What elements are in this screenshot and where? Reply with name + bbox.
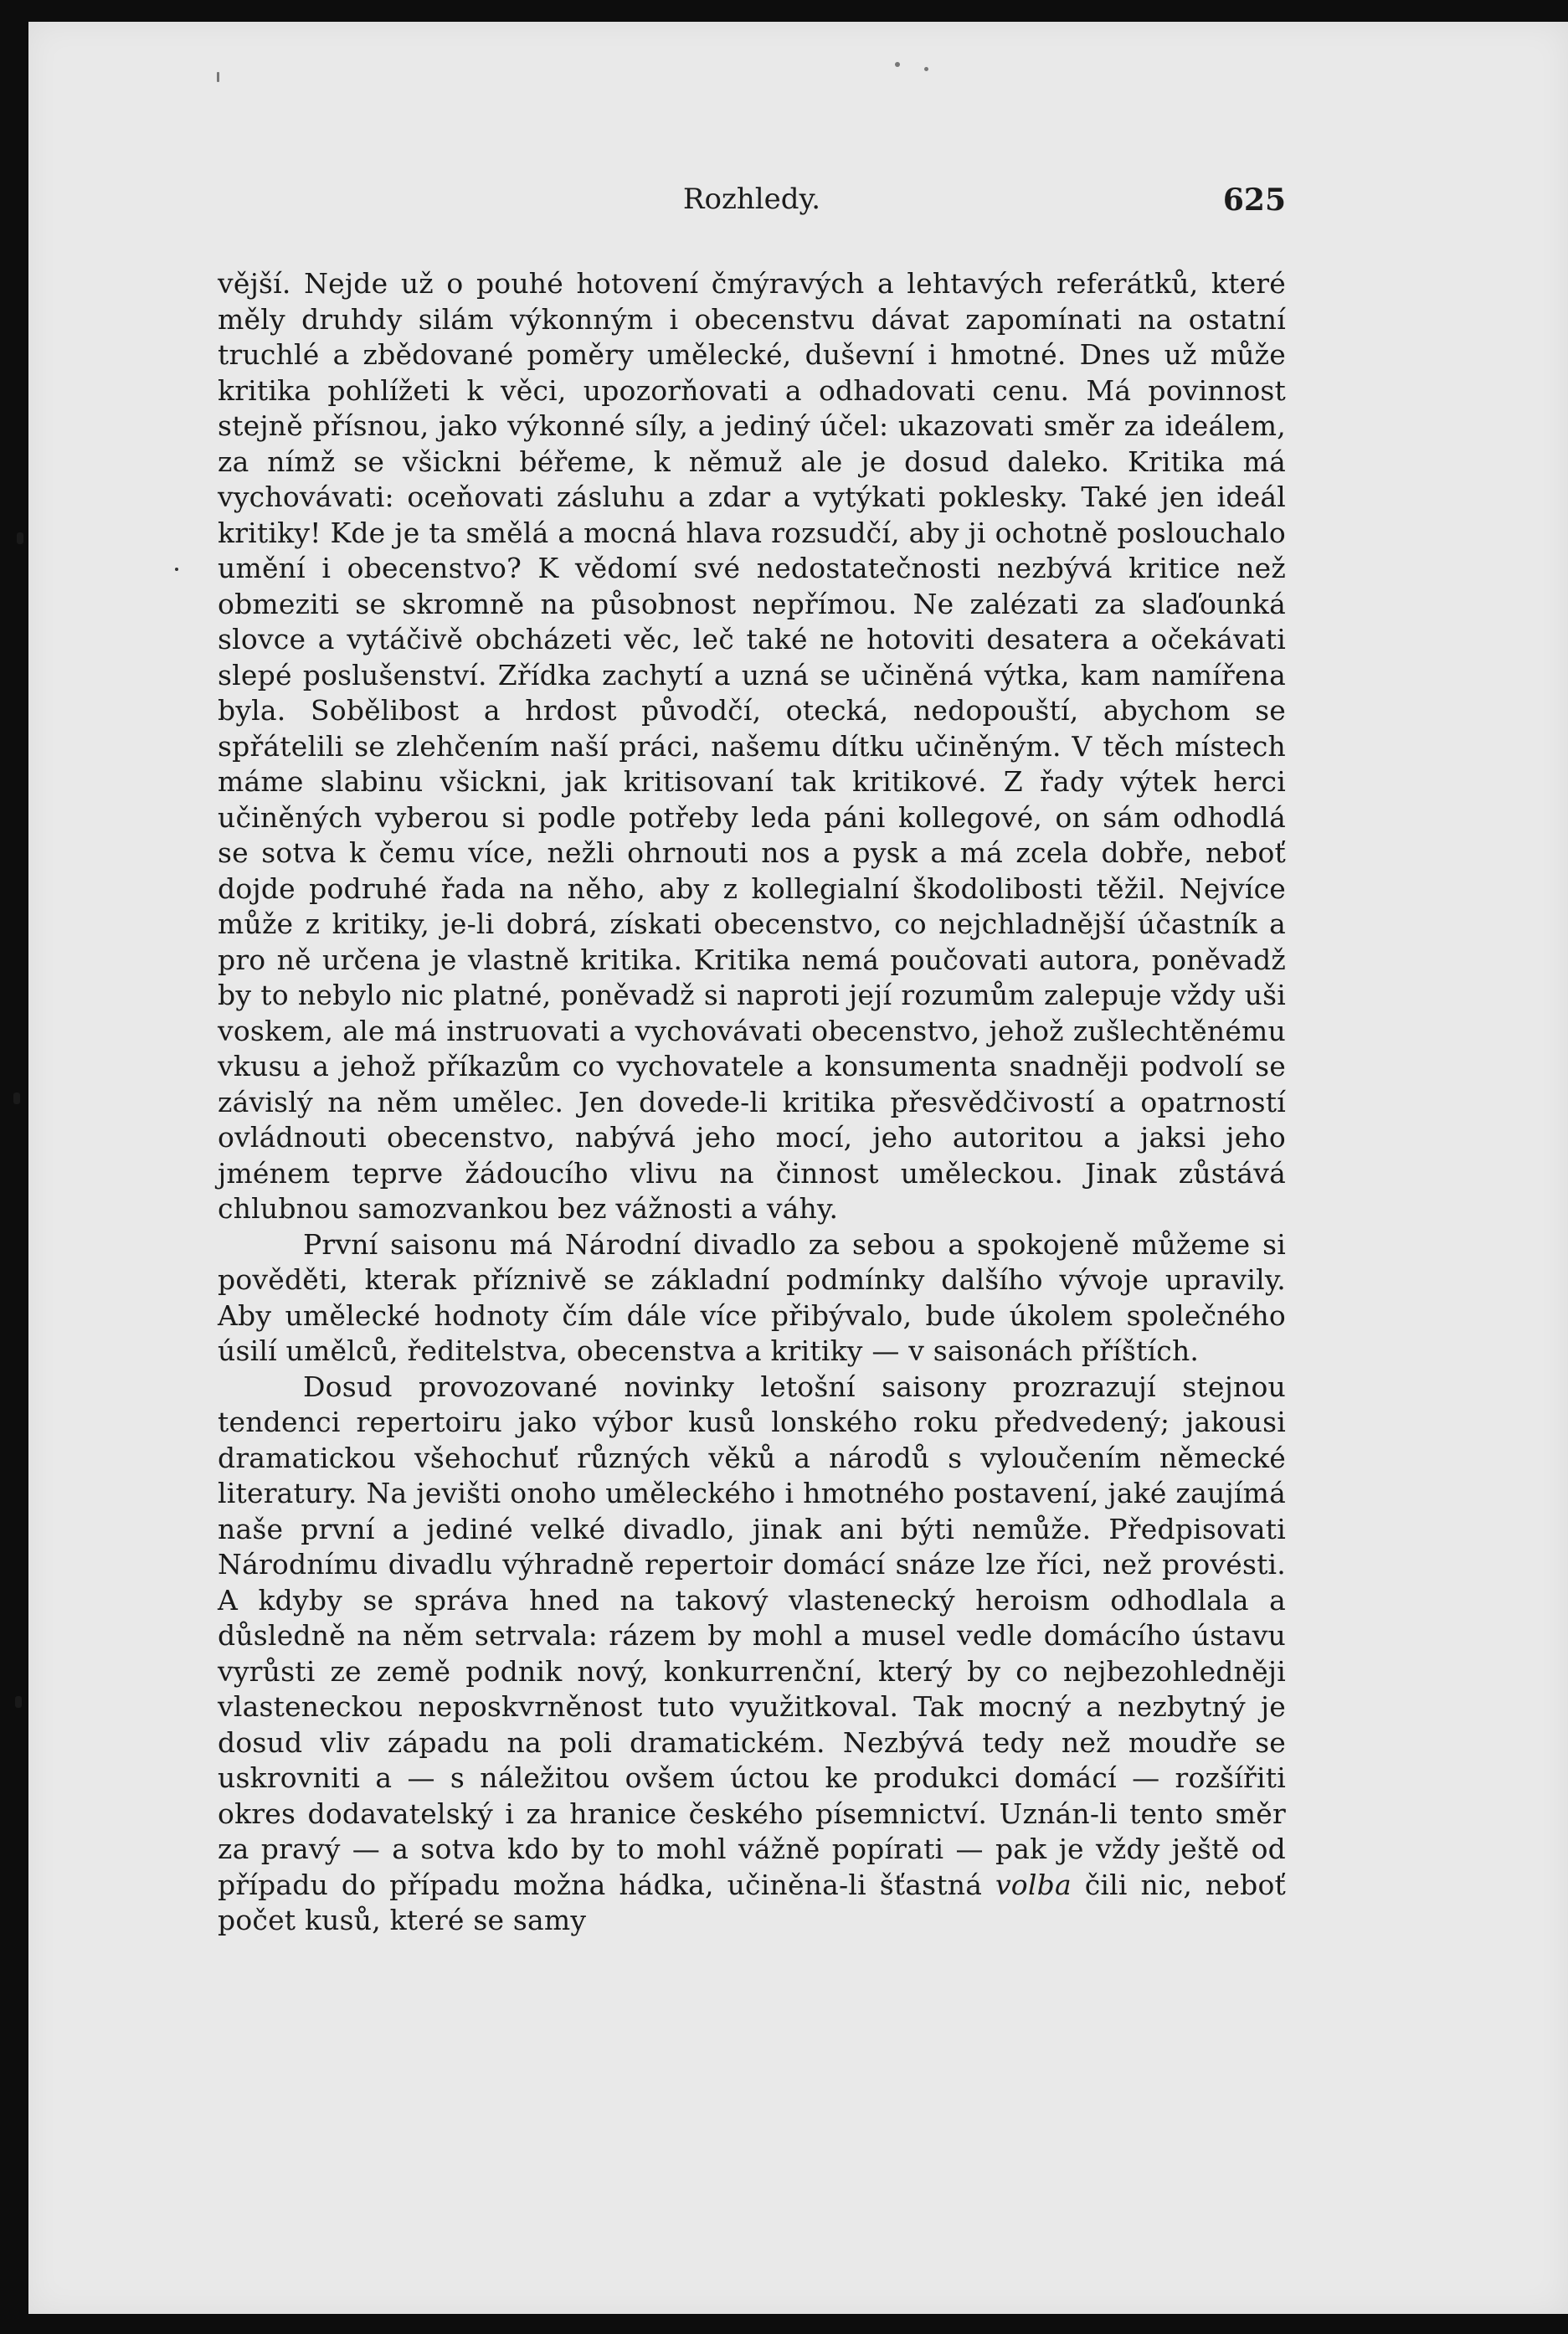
paragraph-text: Dosud provozované novinky letošní saisony prozrazují stejnou tendenci repertoiru jako výbor kusů lonského roku předvedený; jakousi dramatickou všehochuť různých věků a národů s vyloučením německé literatury. Na jevišti onoho uměleckého i hmotného postavení, jaké zaujímá naše první a jediné velké divadlo, jinak ani býti nemůže. Předpisovati Národnímu divadlu výhradně repertoir domácí snáze lze říci, než provésti. A kdyby se správa hned na takový vlastenecký heroism odhodlala a důsledně na něm setrvala: rázem by mohl a musel vedle domácího ústavu vyrůsti ze země podnik nový, konkurrenční, který by co nejbezohledněji vlasteneckou neposkvrněnost tuto využitkoval. Tak mocný a nezbytný je dosud vliv západu na poli dramatickém. Nezbývá tedy než moudře se uskrovniti a — s náležitou ovšem úctou ke produkci domácí — rozšířiti okres dodavatelský i za hranice českého písemnictví. Uznán-li tento směr za pravý — a sotva kdo by to mohl vážně popírati — pak je vždy ještě od případu do případu možna hádka, učiněna-li šťastná: [218, 1370, 1286, 1901]
paper-speck: [924, 67, 928, 71]
italic-word: volba: [995, 1868, 1072, 1901]
paper-speck: [175, 568, 178, 571]
paragraph-text: čili nic, neboť počet kusů, které se samy: [218, 1868, 1286, 1936]
page-header: [218, 183, 1286, 226]
page-number: 625: [1222, 183, 1286, 218]
paper-speck: [895, 62, 900, 67]
margin-binding-mark: [13, 1092, 20, 1104]
margin-binding-mark: [15, 1696, 22, 1708]
paragraph: První saisonu má Národní divadlo za sebou a spokojeně můžeme si pověděti, kterak příznivě se základní podmínky dalšího vývoje upravily. Aby umělecké hodnoty čím dále více přibývalo, bude úkolem společného úsilí umělců, ředitelstva, obecenstva a kritiky — v saisonách příštích.: [218, 1227, 1286, 1367]
paragraph: [218, 1370, 1286, 1939]
paragraph: vější. Nejde už o pouhé hotovení čmýravých a lehtavých referátků, které měly druhdy silám výkonným i obecenstvu dávat zapomínati na ostatní truchlé a zbědované poměry umělecké, duševní i hmotné. Dnes už může kritika pohlížeti k věci, upozorňovati a odhadovati cenu. Má povinnost stejně přísnou, jako výkonné síly, a jediný účel: ukazovati směr za ideálem, za nímž se všickni béřeme, k němuž ale je dosud daleko. Kritika má vychovávati: oceňovati zásluhu a zdar a vytýkati poklesky. Také jen ideál kritiky! Kde je ta smělá a mocná hlava rozsudčí, aby ji ochotně poslouchalo umění i obecenstvo? K vědomí své nedostatečnosti nezbývá kritice než obmeziti se skromně na působnost nepřímou. Ne zalézati za slaďounká slovce a vytáčivě obcházeti věc, leč také ne hotoviti desatera a očekávati slepé poslušenství. Zřídka zachytí a uzná se učiněná výtka, kam namířena byla. Sobělibost a hrdost původčí, otecká, nedopouští, abychom se spřátelili se zlehčením naší práci, našemu dítku učiněným. V těch místech máme slabinu všickni, jak kritisovaní tak kritikové. Z řady výtek herci učiněných vyberou si podle potřeby leda páni kollegové, on sám odhodlá se sotva k čemu více, nežli ohrnouti nos a pysk a má zcela dobře, neboť dojde podruhé řada na něho, aby z kollegialní škodolibosti těžil. Nejvíce může z kritiky, je-li dobrá, získati obecenstvo, co nejchladnější účastník a pro ně určena je vlastně kritika. Kritika nemá poučovati autora, poněvadž by to nebylo nic platné, poněvadž si naproti její rozumům zalepuje vždy uši voskem, ale má instruovati a vychovávati obecenstvo, jehož zušlechtěnému vkusu a jehož příkazům co vychovatele a konsumenta snadněji podvolí se závislý na něm umělec. Jen dovede-li kritika přesvědčivostí a opatrností ovládnouti obecenstvo, nabývá jeho mocí, jeho autoritou a jaksi jeho jménem teprve žádoucího vlivu na činnost uměleckou. Jinak zůstává chlubnou samozvankou bez vážnosti a váhy.: [218, 267, 1286, 1225]
running-head: Rozhledy.: [682, 183, 821, 216]
margin-binding-mark: [17, 532, 23, 544]
paper-speck: [217, 72, 219, 82]
article-body: [218, 266, 1286, 1939]
